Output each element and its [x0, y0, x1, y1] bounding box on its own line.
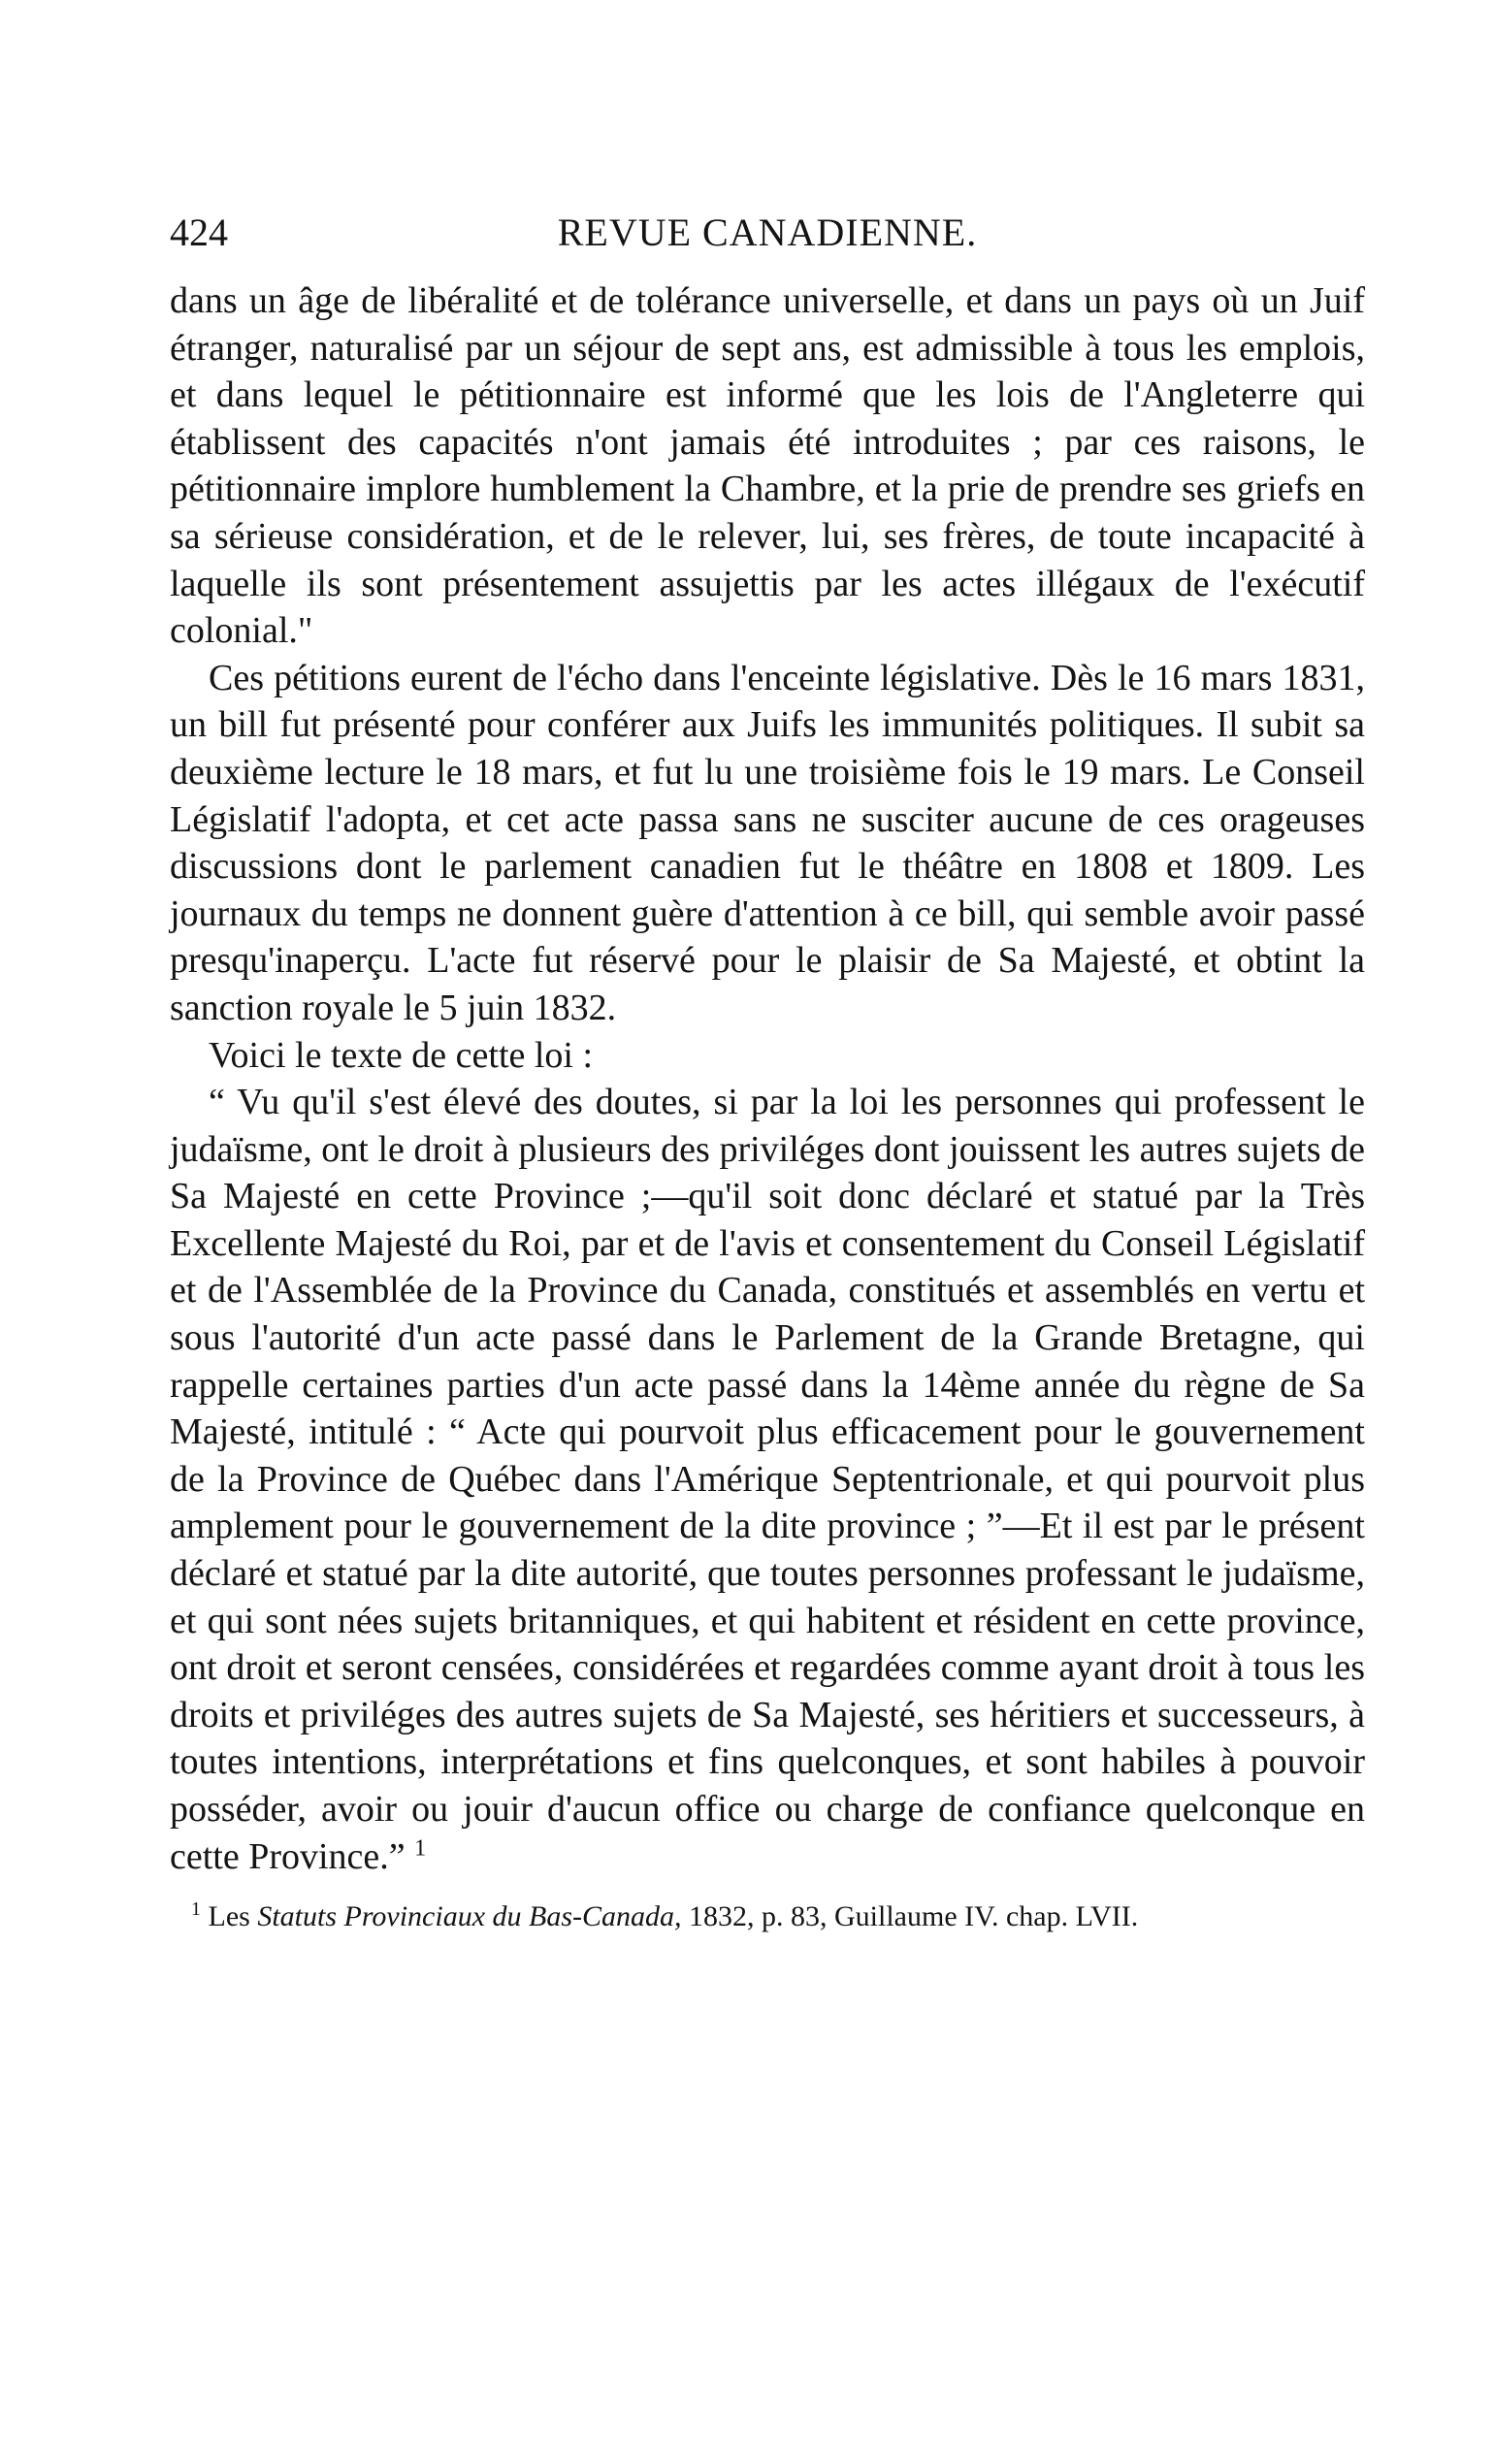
running-title: REVUE CANADIENNE. [557, 211, 978, 254]
footnote-suffix: 1832, p. 83, Guillaume IV. chap. LVII. [681, 1900, 1139, 1933]
page-header [170, 204, 1365, 262]
paragraph-law-text [170, 1079, 1365, 1880]
book-page [170, 204, 1365, 1936]
body-text [170, 277, 1365, 1880]
paragraph-law-intro: Voici le texte de cette loi : [209, 1034, 594, 1076]
footnote [170, 1897, 1365, 1936]
paragraph-petition-end: dans un âge de libéralité et de tolérance universelle, et dans un pays où un Juif étranger, naturalisé par un séjour de sept ans, est admissible à tous les emplois, et dans lequel le pétitionnaire est informé que les lois de l'Angleterre qui établissent des capacités n'ont jamais été introduites ; par ces raisons, le pétitionnaire implore humblement la Chambre, et la prie de prendre ses griefs en sa sérieuse considération, et de le relever, lui, ses frères, de toute incapacité à laquelle ils sont présentement assujettis par les actes illégaux de l'exécutif colonial." [170, 280, 1365, 652]
page-number: 424 [170, 211, 228, 254]
footnote-prefix: Les [208, 1900, 258, 1933]
footnote-title: Statuts Provinciaux du Bas-Canada, [257, 1900, 682, 1933]
law-text: “ Vu qu'il s'est élevé des doutes, si par la loi les personnes qui professent le judaïsme, ont le droit à plusieurs des priviléges dont jouissent les autres sujets de Sa Majesté en cette Province ;—qu'il soit donc déclaré et statué par la Très Excellente Majesté du Roi, par et de l'avis et consentement du Conseil Législatif et de l'Assemblée de la Province du Canada, constitués et assemblés en vertu et sous l'autorité d'un acte passé dans le Parlement de la Grande Bretagne, qui rappelle certaines parties d'un acte passé dans la 14ème année du règne de Sa Majesté, intitulé : “ Acte qui pourvoit plus efficacement pour le gouvernement de la Province de Québec dans l'Amérique Septentrionale, et qui pourvoit plus amplement pour le gouvernement de la dite province ; ”—Et il est par le présent déclaré et statué par la dite autorité, que toutes personnes professant le judaïsme, et qui sont nées sujets britanniques, et qui habitent et résident en cette province, ont droit et seront censées, considérées et regardées comme ayant droit à tous les droits et priviléges des autres sujets de Sa Majesté, ses héritiers et successeurs, à toutes intentions, interprétations et fins quelconques, et sont habiles à pouvoir posséder, avoir ou jouir d'aucun office ou charge de confiance quelconque en cette Province.” [170, 1082, 1365, 1877]
paragraph-bill-history: Ces pétitions eurent de l'écho dans l'enceinte législative. Dès le 16 mars 1831, un bill fut présenté pour conférer aux Juifs les immunités politiques. Il subit sa deuxième lecture le 18 mars, et fut lu une troisième fois le 19 mars. Le Conseil Législatif l'adopta, et cet acte passa sans ne susciter aucune de ces orageuses discussions dont le parlement canadien fut le théâtre en 1808 et 1809. Les journaux du temps ne donnent guère d'attention à ce bill, qui semble avoir passé presqu'inaperçu. L'acte fut réservé pour le plaisir de Sa Majesté, et obtint la sanction royale le 5 juin 1832. [170, 657, 1365, 1028]
footnote-mark: 1 [191, 1898, 201, 1921]
footnote-reference: 1 [414, 1834, 427, 1861]
